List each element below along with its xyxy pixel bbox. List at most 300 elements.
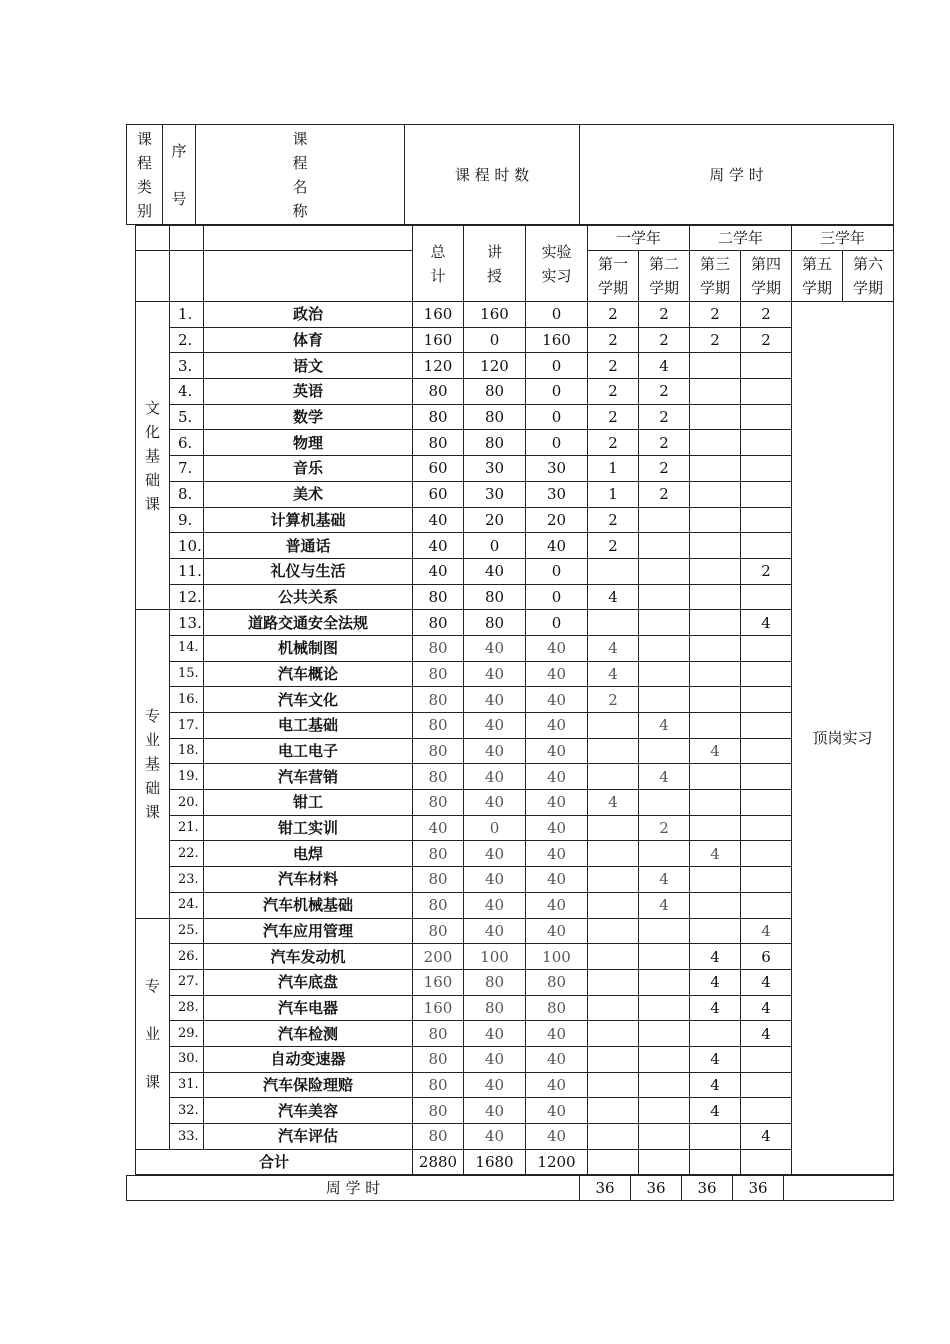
cell-practice: 0 [526, 353, 588, 379]
cell-s2: 4 [639, 713, 690, 739]
table-row [136, 764, 894, 790]
cell-s2 [639, 1021, 690, 1047]
table-row [136, 456, 894, 482]
table-row [136, 481, 894, 507]
table-row [136, 995, 894, 1021]
table-row [136, 713, 894, 739]
table-row [136, 1072, 894, 1098]
cell-practice: 20 [526, 507, 588, 533]
cell-s4 [741, 533, 792, 559]
cell-total: 40 [413, 558, 464, 584]
cell-lecture: 40 [464, 1046, 526, 1072]
cell-s2 [639, 738, 690, 764]
cell-total: 80 [413, 790, 464, 816]
cell-total: 40 [413, 815, 464, 841]
table-row [136, 379, 894, 405]
row-seq: 6. [170, 430, 204, 456]
blank-cell [204, 251, 413, 302]
cell-lecture: 40 [464, 764, 526, 790]
cell-s1 [588, 738, 639, 764]
cell-s1 [588, 1046, 639, 1072]
cell-s4 [741, 738, 792, 764]
cell-lecture: 40 [464, 790, 526, 816]
course-name: 美术 [204, 481, 413, 507]
cell-total: 80 [413, 867, 464, 893]
col-total: 总 计 [413, 226, 464, 302]
course-name: 政治 [204, 302, 413, 328]
row-seq: 9. [170, 507, 204, 533]
course-name: 汽车电器 [204, 995, 413, 1021]
course-name: 语文 [204, 353, 413, 379]
cell-s4 [741, 1098, 792, 1124]
cell-s1: 4 [588, 635, 639, 661]
row-seq: 12. [170, 584, 204, 610]
course-name: 普通话 [204, 533, 413, 559]
weekly-hours-sem3: 36 [682, 1176, 733, 1201]
cell-practice: 0 [526, 584, 588, 610]
row-seq: 3. [170, 353, 204, 379]
cell-lecture: 80 [464, 404, 526, 430]
row-seq: 20. [170, 790, 204, 816]
cell-s3: 4 [690, 738, 741, 764]
table-row [136, 790, 894, 816]
cell-s4: 2 [741, 302, 792, 328]
row-seq: 22. [170, 841, 204, 867]
course-name: 钳工实训 [204, 815, 413, 841]
course-name: 汽车底盘 [204, 969, 413, 995]
cell-practice: 40 [526, 1072, 588, 1098]
row-seq: 21. [170, 815, 204, 841]
table-row [136, 430, 894, 456]
row-seq: 30. [170, 1046, 204, 1072]
cell-s2 [639, 1098, 690, 1124]
cell-s3 [690, 430, 741, 456]
course-name: 物理 [204, 430, 413, 456]
cell-lecture: 40 [464, 1098, 526, 1124]
cell-s2 [639, 635, 690, 661]
row-seq: 11. [170, 558, 204, 584]
cell-practice: 0 [526, 379, 588, 405]
cell-lecture: 30 [464, 456, 526, 482]
course-name: 机械制图 [204, 635, 413, 661]
cell-s1 [588, 815, 639, 841]
cell-s4 [741, 584, 792, 610]
blank-cell [741, 1149, 792, 1175]
table-row [136, 1124, 894, 1150]
cell-s1 [588, 610, 639, 636]
semester-5-header: 第五 学期 [792, 251, 843, 302]
cell-s1: 2 [588, 687, 639, 713]
course-category: 文 化 基 础 课 [136, 302, 170, 610]
cell-lecture: 40 [464, 1021, 526, 1047]
header-hours: 课 程 时 数 [405, 125, 580, 225]
cell-practice: 40 [526, 892, 588, 918]
cell-s4: 4 [741, 995, 792, 1021]
cell-s1: 4 [588, 584, 639, 610]
table-row [136, 918, 894, 944]
cell-lecture: 40 [464, 841, 526, 867]
table-row [136, 1021, 894, 1047]
cell-lecture: 40 [464, 892, 526, 918]
cell-lecture: 40 [464, 738, 526, 764]
cell-practice: 40 [526, 1046, 588, 1072]
cell-s2 [639, 790, 690, 816]
cell-s1 [588, 1124, 639, 1150]
course-name: 汽车概论 [204, 661, 413, 687]
cell-s3: 2 [690, 302, 741, 328]
cell-total: 80 [413, 841, 464, 867]
blank-cell [170, 251, 204, 302]
cell-s4 [741, 507, 792, 533]
cell-s4: 4 [741, 918, 792, 944]
cell-s2 [639, 995, 690, 1021]
cell-lecture: 100 [464, 944, 526, 970]
blank-cell [204, 226, 413, 251]
header-category: 课 程 类 别 [127, 125, 163, 225]
cell-s4 [741, 815, 792, 841]
cell-s3 [690, 558, 741, 584]
cell-s4 [741, 1072, 792, 1098]
cell-total: 200 [413, 944, 464, 970]
cell-total: 80 [413, 764, 464, 790]
cell-s3: 4 [690, 1046, 741, 1072]
cell-s4 [741, 687, 792, 713]
cell-lecture: 80 [464, 430, 526, 456]
cell-total: 80 [413, 430, 464, 456]
cell-practice: 40 [526, 661, 588, 687]
weekly-hours-sem2: 36 [631, 1176, 682, 1201]
cell-s1: 2 [588, 379, 639, 405]
table-row [136, 944, 894, 970]
row-seq: 31. [170, 1072, 204, 1098]
cell-lecture: 20 [464, 507, 526, 533]
cell-practice: 40 [526, 867, 588, 893]
cell-total: 160 [413, 327, 464, 353]
cell-s3: 4 [690, 944, 741, 970]
table-row [136, 1046, 894, 1072]
course-name: 自动变速器 [204, 1046, 413, 1072]
cell-s4 [741, 379, 792, 405]
course-name: 电焊 [204, 841, 413, 867]
cell-practice: 40 [526, 533, 588, 559]
cell-total: 80 [413, 610, 464, 636]
row-seq: 29. [170, 1021, 204, 1047]
cell-total: 160 [413, 995, 464, 1021]
table-row [136, 533, 894, 559]
row-seq: 4. [170, 379, 204, 405]
cell-practice: 0 [526, 558, 588, 584]
blank-cell [784, 1176, 894, 1201]
cell-total: 80 [413, 404, 464, 430]
semester-1-header: 第一 学期 [588, 251, 639, 302]
cell-s2 [639, 841, 690, 867]
cell-practice: 100 [526, 944, 588, 970]
cell-lecture: 0 [464, 327, 526, 353]
cell-practice: 0 [526, 302, 588, 328]
cell-s1 [588, 1021, 639, 1047]
table-row [136, 327, 894, 353]
cell-practice: 160 [526, 327, 588, 353]
cell-s4 [741, 764, 792, 790]
total-lecture: 1680 [464, 1149, 526, 1175]
cell-practice: 30 [526, 456, 588, 482]
course-name: 汽车应用管理 [204, 918, 413, 944]
cell-lecture: 80 [464, 995, 526, 1021]
header-seq: 序 号 [163, 125, 196, 225]
cell-total: 80 [413, 1021, 464, 1047]
cell-s2: 2 [639, 430, 690, 456]
cell-total: 80 [413, 661, 464, 687]
cell-s3 [690, 918, 741, 944]
header-table [126, 124, 894, 225]
cell-practice: 40 [526, 1021, 588, 1047]
course-name: 道路交通安全法规 [204, 610, 413, 636]
cell-s2 [639, 969, 690, 995]
cell-total: 80 [413, 584, 464, 610]
cell-s1: 2 [588, 430, 639, 456]
table-row [136, 892, 894, 918]
cell-s3: 4 [690, 841, 741, 867]
cell-total: 80 [413, 635, 464, 661]
cell-s2: 2 [639, 815, 690, 841]
table-row [136, 841, 894, 867]
row-seq: 18. [170, 738, 204, 764]
cell-s2 [639, 558, 690, 584]
cell-s3 [690, 404, 741, 430]
cell-practice: 80 [526, 969, 588, 995]
cell-s3 [690, 635, 741, 661]
course-name: 汽车材料 [204, 867, 413, 893]
table-row [136, 353, 894, 379]
year-3-header: 三学年 [792, 226, 894, 251]
cell-s4 [741, 713, 792, 739]
cell-lecture: 30 [464, 481, 526, 507]
cell-s4 [741, 867, 792, 893]
table-row [136, 969, 894, 995]
cell-s3 [690, 533, 741, 559]
cell-s3 [690, 456, 741, 482]
cell-s3 [690, 713, 741, 739]
cell-lecture: 40 [464, 867, 526, 893]
cell-lecture: 40 [464, 687, 526, 713]
cell-practice: 40 [526, 1124, 588, 1150]
cell-s4 [741, 661, 792, 687]
row-seq: 33. [170, 1124, 204, 1150]
cell-lecture: 40 [464, 661, 526, 687]
cell-s3: 4 [690, 1072, 741, 1098]
cell-practice: 40 [526, 635, 588, 661]
cell-practice: 40 [526, 764, 588, 790]
cell-s2 [639, 584, 690, 610]
cell-s3 [690, 507, 741, 533]
table-row [136, 302, 894, 328]
cell-s2 [639, 944, 690, 970]
row-seq: 16. [170, 687, 204, 713]
cell-practice: 80 [526, 995, 588, 1021]
cell-s1 [588, 841, 639, 867]
row-seq: 10. [170, 533, 204, 559]
cell-total: 120 [413, 353, 464, 379]
table-row [136, 687, 894, 713]
course-name: 汽车发动机 [204, 944, 413, 970]
cell-s4 [741, 430, 792, 456]
row-seq: 23. [170, 867, 204, 893]
course-name: 钳工 [204, 790, 413, 816]
cell-practice: 30 [526, 481, 588, 507]
cell-s2 [639, 687, 690, 713]
course-name: 电工基础 [204, 713, 413, 739]
cell-s2: 2 [639, 379, 690, 405]
total-practice: 1200 [526, 1149, 588, 1175]
cell-total: 80 [413, 738, 464, 764]
cell-s2 [639, 1124, 690, 1150]
course-name: 汽车机械基础 [204, 892, 413, 918]
cell-s4 [741, 790, 792, 816]
course-name: 体育 [204, 327, 413, 353]
cell-lecture: 40 [464, 1072, 526, 1098]
cell-s4 [741, 456, 792, 482]
cell-practice: 40 [526, 738, 588, 764]
cell-s4 [741, 353, 792, 379]
cell-lecture: 40 [464, 918, 526, 944]
semester-2-header: 第二 学期 [639, 251, 690, 302]
cell-s4: 4 [741, 1124, 792, 1150]
row-seq: 13. [170, 610, 204, 636]
cell-s1 [588, 867, 639, 893]
table-row [136, 610, 894, 636]
cell-total: 40 [413, 507, 464, 533]
cell-s3 [690, 892, 741, 918]
course-category: 专 业 基 础 课 [136, 610, 170, 918]
course-name: 汽车检测 [204, 1021, 413, 1047]
course-name: 电工电子 [204, 738, 413, 764]
col-lecture: 讲 授 [464, 226, 526, 302]
header-weekly: 周 学 时 [580, 125, 894, 225]
table-row [136, 507, 894, 533]
cell-s3 [690, 1021, 741, 1047]
cell-practice: 40 [526, 918, 588, 944]
cell-s2 [639, 610, 690, 636]
cell-s1 [588, 1098, 639, 1124]
cell-lecture: 160 [464, 302, 526, 328]
cell-s3: 4 [690, 969, 741, 995]
cell-lecture: 40 [464, 713, 526, 739]
cell-s2 [639, 507, 690, 533]
cell-total: 160 [413, 302, 464, 328]
blank-cell [588, 1149, 639, 1175]
cell-practice: 40 [526, 841, 588, 867]
cell-s2 [639, 1046, 690, 1072]
row-seq: 32. [170, 1098, 204, 1124]
row-seq: 26. [170, 944, 204, 970]
cell-total: 60 [413, 456, 464, 482]
row-seq: 1. [170, 302, 204, 328]
cell-s3 [690, 790, 741, 816]
curriculum-table [135, 225, 894, 1175]
cell-s3: 4 [690, 995, 741, 1021]
cell-total: 80 [413, 918, 464, 944]
cell-s2: 2 [639, 302, 690, 328]
cell-practice: 40 [526, 1098, 588, 1124]
cell-s4: 4 [741, 1021, 792, 1047]
row-seq: 25. [170, 918, 204, 944]
table-row [136, 815, 894, 841]
blank-cell [639, 1149, 690, 1175]
header-course-name: 课 程 名 称 [196, 125, 405, 225]
cell-s4: 4 [741, 610, 792, 636]
table-row [136, 1098, 894, 1124]
cell-s1 [588, 1072, 639, 1098]
cell-lecture: 80 [464, 584, 526, 610]
cell-s2 [639, 533, 690, 559]
row-seq: 19. [170, 764, 204, 790]
course-name: 汽车文化 [204, 687, 413, 713]
course-name: 计算机基础 [204, 507, 413, 533]
year-1-header: 一学年 [588, 226, 690, 251]
cell-total: 160 [413, 969, 464, 995]
cell-s2: 2 [639, 481, 690, 507]
table-row [136, 738, 894, 764]
cell-s1: 1 [588, 456, 639, 482]
table-row [136, 661, 894, 687]
cell-s1 [588, 764, 639, 790]
cell-s1 [588, 892, 639, 918]
cell-s3 [690, 610, 741, 636]
row-seq: 8. [170, 481, 204, 507]
cell-total: 60 [413, 481, 464, 507]
cell-total: 80 [413, 379, 464, 405]
row-seq: 14. [170, 635, 204, 661]
row-seq: 15. [170, 661, 204, 687]
weekly-hours-sem4: 36 [733, 1176, 784, 1201]
col-practice: 实验 实习 [526, 226, 588, 302]
cell-total: 80 [413, 892, 464, 918]
cell-practice: 40 [526, 790, 588, 816]
cell-s4 [741, 1046, 792, 1072]
cell-lecture: 120 [464, 353, 526, 379]
cell-s3: 2 [690, 327, 741, 353]
cell-s1 [588, 713, 639, 739]
cell-total: 80 [413, 713, 464, 739]
cell-s1: 4 [588, 661, 639, 687]
cell-s1: 4 [588, 790, 639, 816]
course-name: 礼仪与生活 [204, 558, 413, 584]
row-seq: 27. [170, 969, 204, 995]
cell-practice: 40 [526, 687, 588, 713]
weekly-hours-table [126, 1175, 894, 1201]
cell-practice: 0 [526, 404, 588, 430]
blank-cell [136, 226, 170, 251]
total-row [136, 1149, 894, 1175]
course-name: 汽车评估 [204, 1124, 413, 1150]
cell-practice: 40 [526, 815, 588, 841]
cell-s4: 4 [741, 969, 792, 995]
cell-s2 [639, 661, 690, 687]
cell-s1 [588, 918, 639, 944]
course-name: 数学 [204, 404, 413, 430]
cell-s2: 2 [639, 456, 690, 482]
blank-cell [690, 1149, 741, 1175]
cell-s2 [639, 918, 690, 944]
cell-s3 [690, 764, 741, 790]
cell-total: 40 [413, 533, 464, 559]
semester-6-header: 第六 学期 [843, 251, 894, 302]
row-seq: 28. [170, 995, 204, 1021]
cell-lecture: 0 [464, 815, 526, 841]
weekly-hours-label: 周 学 时 [127, 1176, 580, 1201]
cell-lecture: 80 [464, 379, 526, 405]
cell-s2: 4 [639, 867, 690, 893]
